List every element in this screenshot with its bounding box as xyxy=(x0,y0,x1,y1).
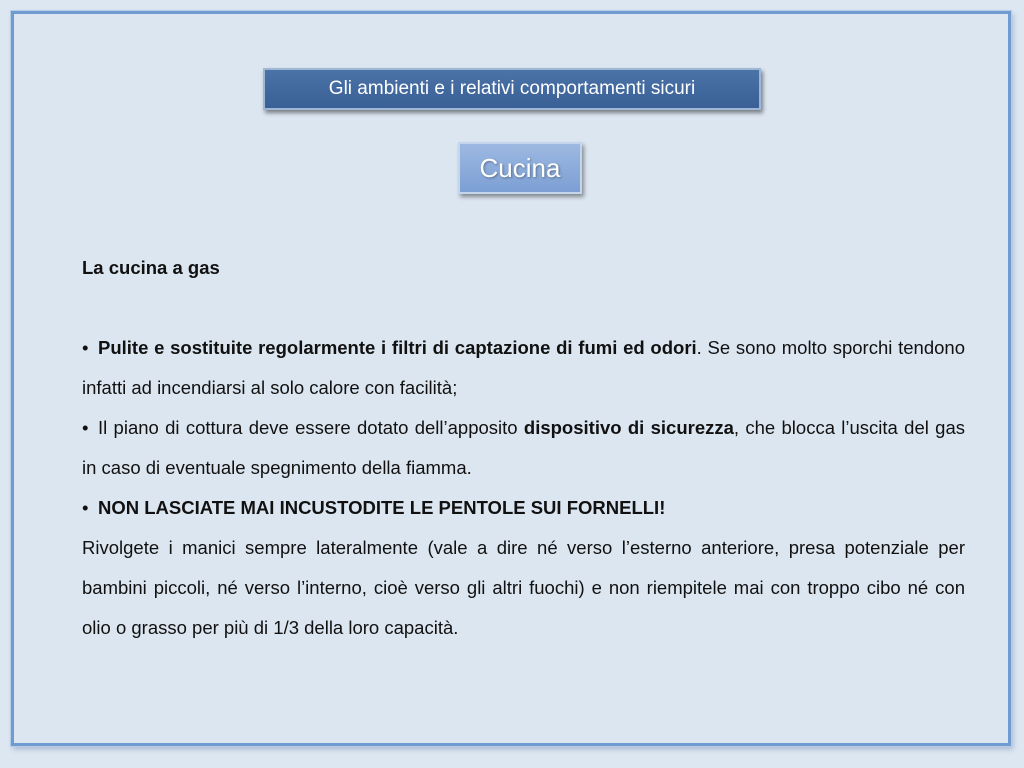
bullet-item-filters-text: . Se sono molto sporchi tendono infatti ad incendiarsi al solo calore con facilità; xyxy=(82,337,965,398)
bullet-icon: • xyxy=(82,337,89,358)
bullet-icon: • xyxy=(82,497,89,518)
section-title-box xyxy=(458,142,582,194)
bullet-item-unattended-pots xyxy=(82,488,965,528)
bullet-item-safety-device xyxy=(82,408,965,488)
slide-header-title: Gli ambienti e i relativi comportamenti sicuri xyxy=(328,78,696,99)
body-subtitle: La cucina a gas xyxy=(82,257,220,278)
bullet-item-unattended-pots-bold: NON LASCIATE MAI INCUSTODITE LE PENTOLE SUI FORNELLI! xyxy=(98,497,666,518)
bullet-item-filters xyxy=(82,328,965,408)
bullet-item-filters-bold: Pulite e sostituite regolarmente i filtri di captazione di fumi ed odori xyxy=(98,337,697,358)
slide-header-banner xyxy=(263,68,761,110)
section-title: Cucina xyxy=(479,152,561,183)
bullet-item-safety-device-bold: dispositivo di sicurezza xyxy=(523,417,734,438)
body-paragraph-handles: Rivolgete i manici sempre lateralmente (vale a dire né verso l’esterno anteriore, presa potenziale per bambini piccoli, né verso l’interno, cioè verso gli altri fuochi) e non riempitele mai con troppo cibo né con olio o grasso per più di 1/3 della loro capacità. xyxy=(82,537,965,638)
bullet-item-safety-device-pre: Il piano di cottura deve essere dotato dell’apposito xyxy=(98,417,524,438)
bullet-icon: • xyxy=(82,417,89,438)
slide-body xyxy=(82,248,965,648)
bullet-item-safety-device-text: , che blocca l’uscita del gas in caso di eventuale spegnimento della fiamma. xyxy=(82,417,965,478)
